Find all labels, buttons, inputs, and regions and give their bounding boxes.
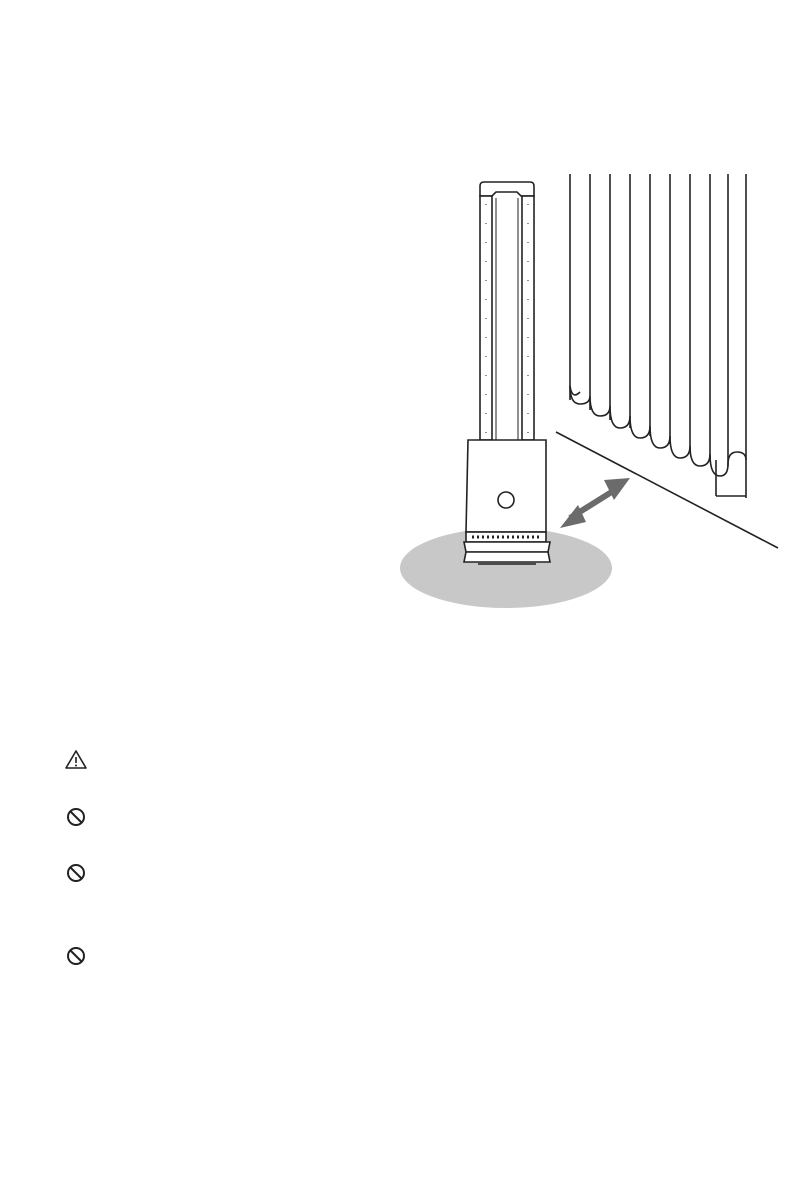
prohibited-icon <box>64 861 88 885</box>
prohibited-icon <box>64 805 88 829</box>
double-arrow-icon <box>560 478 630 528</box>
warning-triangle-icon <box>64 748 88 772</box>
prohibited-icon <box>64 944 88 968</box>
tower-fan-icon <box>464 182 550 564</box>
floor-line <box>556 432 778 548</box>
fan-curtain-illustration <box>380 160 800 620</box>
curtain-icon <box>570 174 746 498</box>
